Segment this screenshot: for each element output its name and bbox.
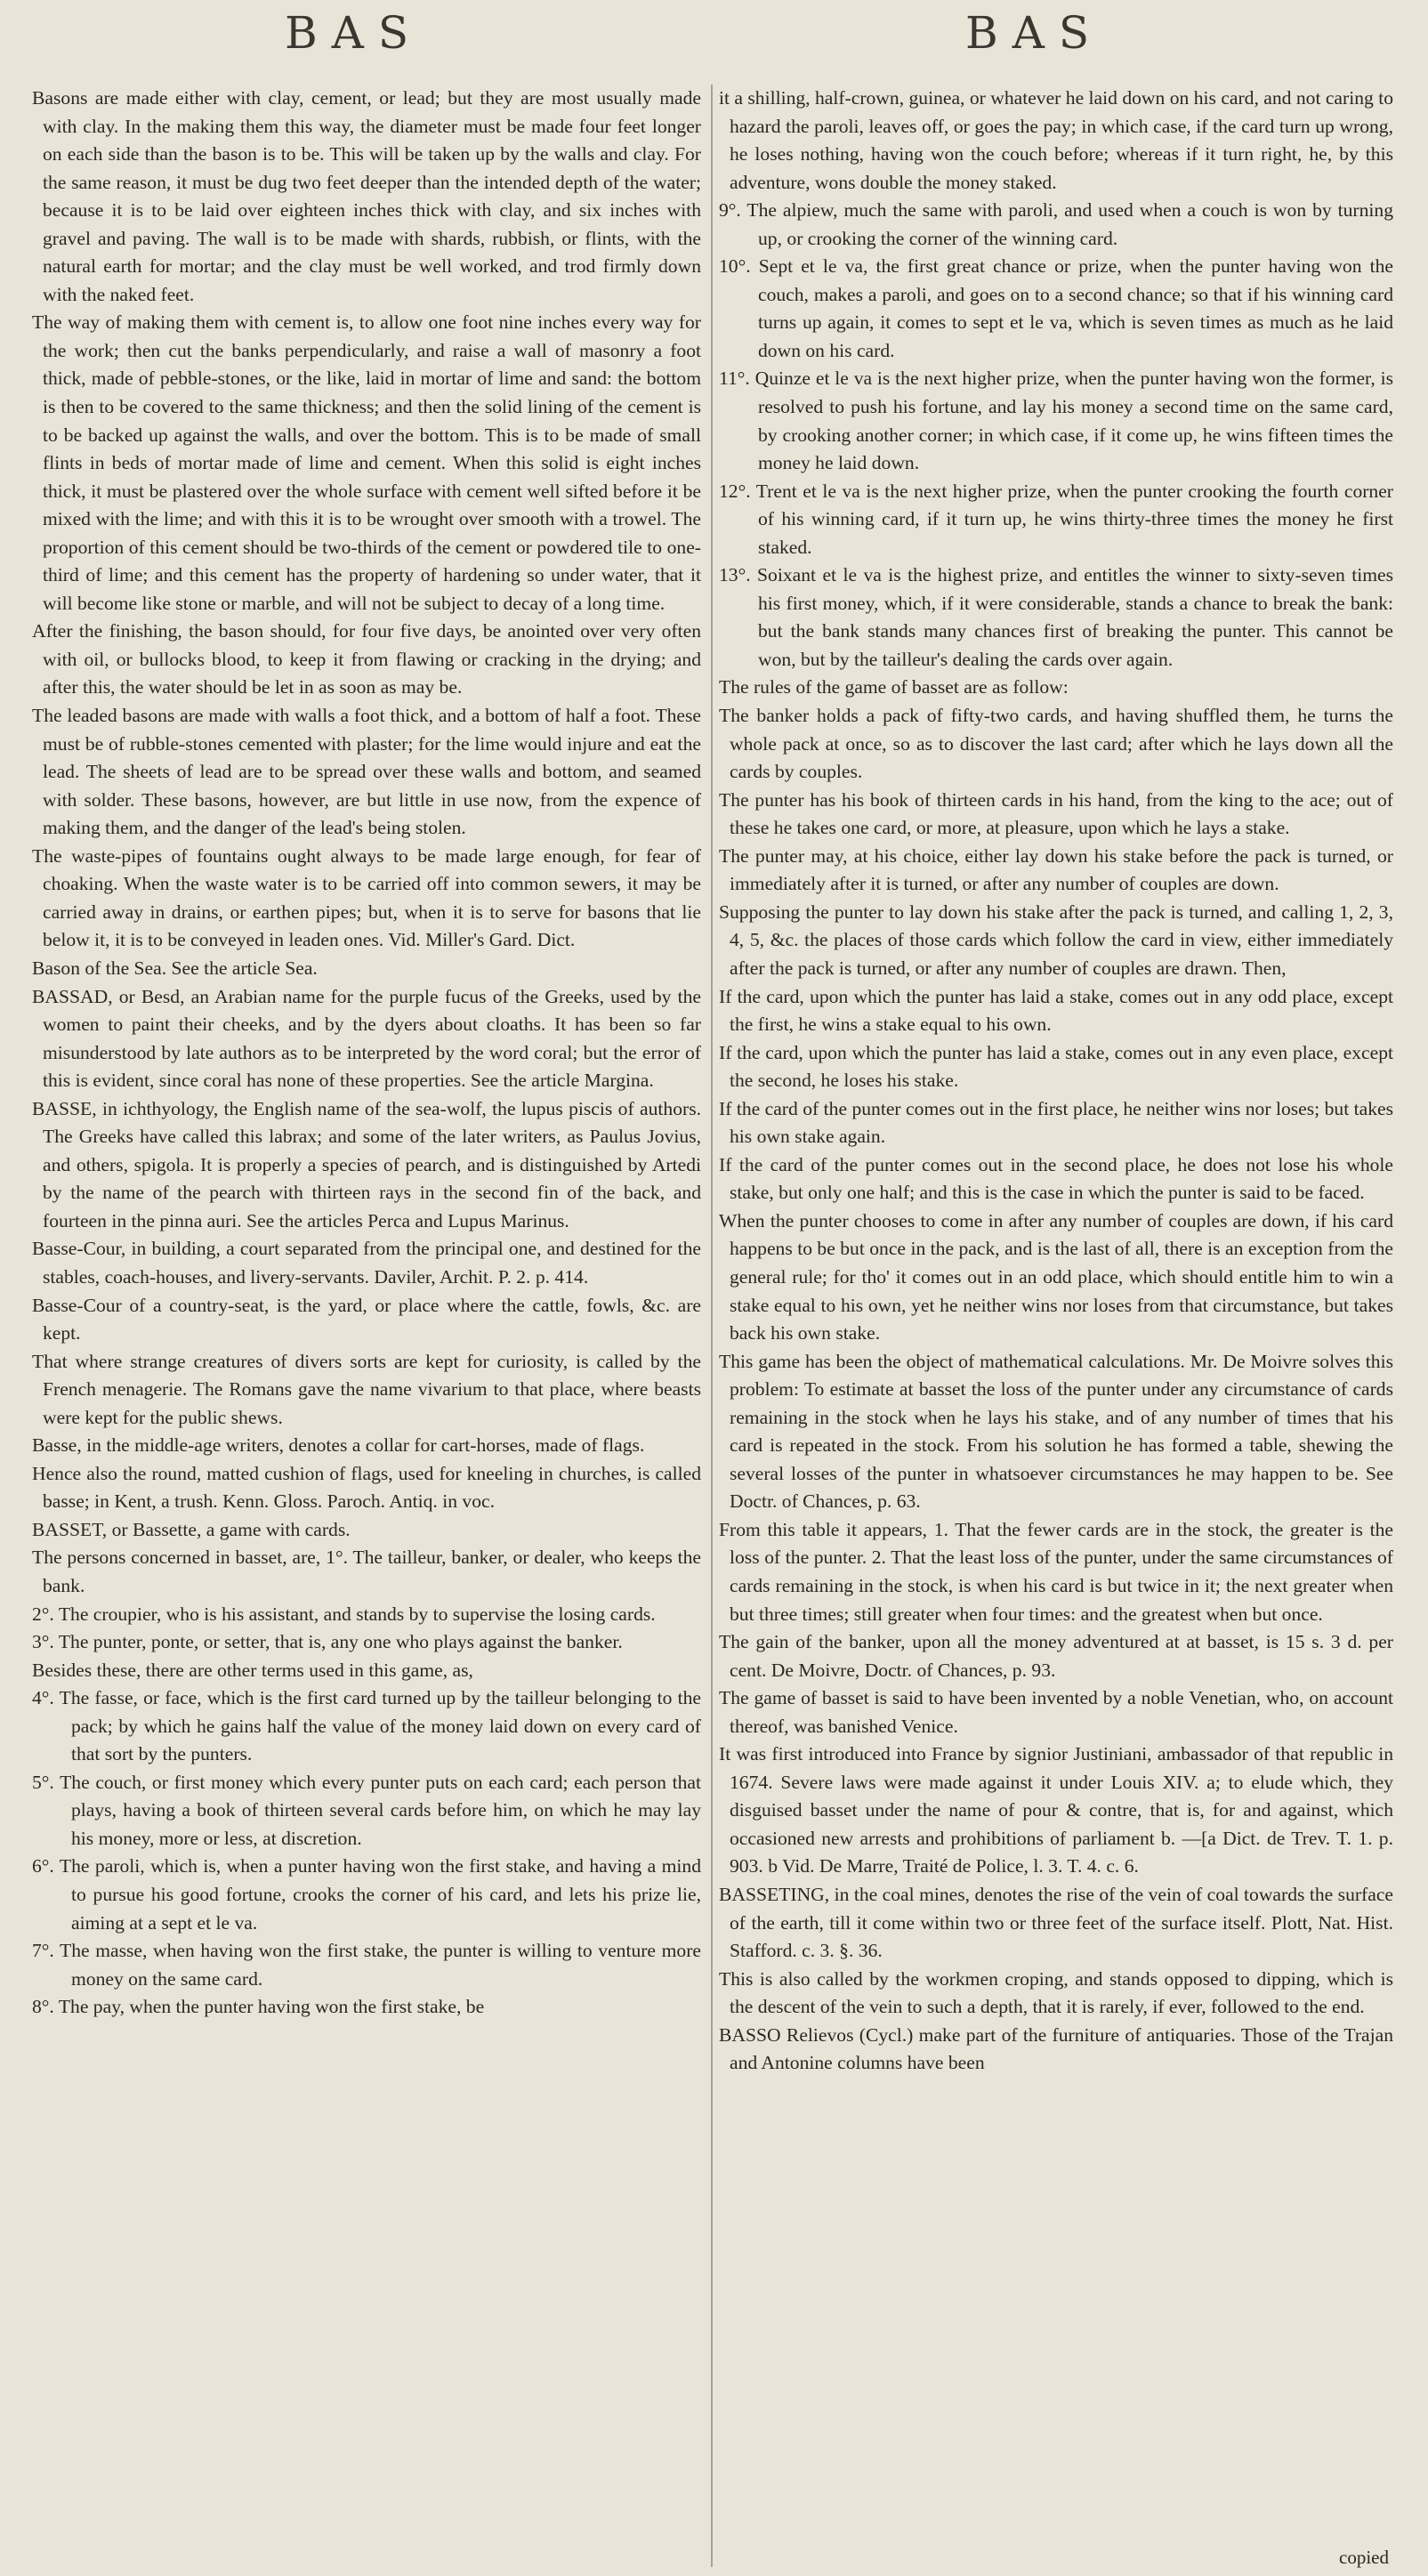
running-head-left: BAS	[285, 7, 424, 59]
paragraph: When the punter chooses to come in after any number of couples are down, if his card happens to be but once in the pack, and is the last of all, there is an exception from the general rule; for tho' it comes out in an odd place, which should entitle him to win a stake equal to his own, yet he neither wins nor loses from that circumstance, but takes back his own stake.	[719, 1209, 1393, 1345]
paragraph: 12°. Trent et le va is the next higher prize, when the punter crooking the fourth corner of his winning card, if it turn up, he wins thirty-three times the money he first staked.	[719, 480, 1393, 558]
paragraph: 5°. The couch, or first money which every punter puts on each card; each person that plays, having a book of thirteen several cards before him, on which he may lay his money, more or less, at discretion.	[32, 1771, 701, 1849]
paragraph: Bason of the Sea. See the article Sea.	[32, 957, 318, 979]
paragraph: Basse-Cour of a country-seat, is the yard, or place where the cattle, fowls, &c. are kept.	[32, 1294, 701, 1345]
paragraph: Supposing the punter to lay down his stake after the pack is turned, and calling 1, 2, 3, 4, 5, &c. the places of those cards which follow the card in view, either immediately after the pack is turned, or after any number of couples are drawn. Then,	[719, 900, 1393, 979]
paragraph: 11°. Quinze et le va is the next higher prize, when the punter having won the former, is resolved to push his fortune, and lay his money a second time on the same card, by crooking another corner; in which case, if it come up, he wins fifteen times the money he laid down.	[719, 367, 1393, 474]
paragraph: If the card of the punter comes out in the first place, he neither wins nor loses; but takes his own stake again.	[719, 1097, 1393, 1148]
paragraph: The gain of the banker, upon all the money adventured at at basset, is 15 s. 3 d. per cent. De Moivre, Doctr. of Chances, p. 93.	[719, 1631, 1393, 1681]
paragraph: The punter has his book of thirteen cards in his hand, from the king to the ace; out of these he takes one card, or more, at pleasure, upon which he lays a stake.	[719, 788, 1393, 839]
paragraph: 4°. The fasse, or face, which is the first card turned up by the tailleur belonging to the pack; by which he gains half the value of the money laid down on every card of that sort by the punters.	[32, 1687, 701, 1765]
left-column	[32, 85, 701, 2569]
paragraph: 2°. The croupier, who is his assistant, and stands by to supervise the losing cards.	[32, 1603, 656, 1625]
paragraph: 7°. The masse, when having won the first stake, the punter is willing to venture more money on the same card.	[32, 1940, 701, 1990]
paragraph: The waste-pipes of fountains ought always to be made large enough, for fear of choaking. When the waste water is to be carried off into common sewers, it may be carried away in drains, or earthen pipes; but, when it is to serve for basons that lie below it, it is to be conveyed in leaden ones. Vid. Miller's Gard. Dict.	[32, 844, 701, 951]
paragraph: That where strange creatures of divers sorts are kept for curiosity, is called by the French menagerie. The Romans gave the name vivarium to that place, where beasts were kept for the public shews.	[32, 1350, 701, 1428]
paragraph: Besides these, there are other terms used in this game, as,	[32, 1659, 473, 1681]
paragraph: The punter may, at his choice, either lay down his stake before the pack is turned, or immediately after it is turned, or after any number of couples are down.	[719, 844, 1393, 895]
paragraph: The banker holds a pack of fifty-two cards, and having shuffled them, he turns the whole pack at once, so as to discover the last card; after which he lays down all the cards by couples.	[719, 705, 1393, 783]
paragraph: BASSETING, in the coal mines, denotes the rise of the vein of coal towards the surface of the earth, till it come within two or three feet of the surface itself. Plott, Nat. Hist. Stafford. c. 3. §. 36.	[719, 1884, 1393, 1962]
paragraph: It was first introduced into France by signior Justiniani, ambassador of that republic in 1674. Severe laws were made against it under Louis XIV. a; to elude which, they disguised basset under the name of pour & contre, that is, for and against, which occasioned new arrests and prohibitions of parliament b. —[a Dict. de Trev. T. 1. p. 903. b Vid. De Marre, Traité de Police, l. 3. T. 4. c. 6.	[719, 1743, 1393, 1877]
paragraph: The persons concerned in basset, are, 1°. The tailleur, banker, or dealer, who keeps the bank.	[32, 1546, 701, 1596]
catchword: copied	[1339, 2547, 1389, 2568]
paragraph: BASSAD, or Besd, an Arabian name for the purple fucus of the Greeks, used by the women to paint their cheeks, and by the dyers about cloaths. It has been so far misunderstood by late authors as to be interpreted by the word coral; but the error of this is evident, since coral has none of these properties. See the article Margina.	[32, 985, 701, 1092]
paragraph: it a shilling, half-crown, guinea, or whatever he laid down on his card, and not caring to hazard the paroli, leaves off, or goes the pay; in which case, if the card turn up wrong, he loses nothing, having won the couch before; whereas if it turn right, he, by this adventure, wons double the money staked.	[719, 87, 1393, 193]
paragraph: From this table it appears, 1. That the fewer cards are in the stock, the greater is the loss of the punter. 2. That the least loss of the punter, under the same circumstances of cards remaining in the stock, is when his card is but twice in it; the next greater when but three times; still greater when four times: and the greatest when but once.	[719, 1518, 1393, 1625]
paragraph: BASSE, in ichthyology, the English name of the sea-wolf, the lupus piscis of authors. The Greeks have called this labrax; and some of the later writers, as Paulus Jovius, and others, spigola. It is properly a species of pearch, and is distinguished by Artedi by the name of the pearch with thirteen rays in the second fin of the back, and fourteen in the pinna auri. See the articles Perca and Lupus Marinus.	[32, 1097, 701, 1231]
paragraph: If the card, upon which the punter has laid a stake, comes out in any even place, except the second, he loses his stake.	[719, 1041, 1393, 1092]
paragraph: Basse-Cour, in building, a court separated from the principal one, and destined for the stables, coach-houses, and livery-servants. Daviler, Archit. P. 2. p. 414.	[32, 1238, 701, 1288]
paragraph: 10°. Sept et le va, the first great chance or prize, when the punter having won the couch, makes a paroli, and goes on to a second chance; so that if his winning card turns up again, it comes to sept et le va, which is seven times as much as he laid down on his card.	[719, 255, 1393, 361]
paragraph: This is also called by the workmen croping, and stands opposed to dipping, which is the descent of the vein to such a depth, that it is rarely, if ever, followed to the end.	[719, 1967, 1393, 2018]
running-head-right: BAS	[965, 7, 1104, 59]
column-divider	[711, 85, 713, 2567]
paragraph: 9°. The alpiew, much the same with paroli, and used when a couch is won by turning up, or crooking the corner of the winning card.	[719, 199, 1393, 249]
paragraph: Basse, in the middle-age writers, denotes a collar for cart-horses, made of flags.	[32, 1434, 645, 1457]
paragraph: 6°. The paroli, which is, when a punter having won the first stake, and having a mind to pursue his good fortune, crooks the corner of his card, and lets his prize lie, aiming at a sept et le va.	[32, 1855, 701, 1934]
paragraph: Basons are made either with clay, cement, or lead; but they are most usually made with clay. In the making them this way, the diameter must be made four feet longer on each side than the bason is to be. This will be taken up by the walls and clay. For the same reason, it must be dug two feet deeper than the intended depth of the water; because it is to be laid over eighteen inches thick with clay, and six inches with gravel and paving. The wall is to be made with shards, rubbish, or flints, with the natural earth for mortar; and the clay must be well worked, and trod firmly down with the naked feet.	[32, 87, 701, 305]
paragraph: This game has been the object of mathematical calculations. Mr. De Moivre solves this problem: To estimate at basset the loss of the punter under any circumstance of cards remaining in the stock when he lays his stake, and of any number of times that his card is repeated in the stock. From his solution he has formed a table, shewing the several losses of the punter in whatsoever circumstances he may happen to be. See Doctr. of Chances, p. 63.	[719, 1350, 1393, 1513]
paragraph: If the card of the punter comes out in the second place, he does not lose his whole stake, but only one half; and this is the case in which the punter is said to be faced.	[719, 1153, 1393, 1204]
paragraph: If the card, upon which the punter has laid a stake, comes out in any odd place, except the first, he wins a stake equal to his own.	[719, 985, 1393, 1036]
paragraph: BASSET, or Bassette, a game with cards.	[32, 1518, 351, 1540]
right-column	[719, 85, 1393, 2569]
paragraph: 8°. The pay, when the punter having won the first stake, be	[32, 1996, 485, 2018]
paragraph: The leaded basons are made with walls a foot thick, and a bottom of half a foot. These must be of rubble-stones cemented with plaster; for the lime would injure and eat the lead. The sheets of lead are to be spread over these walls and bottom, and seamed with solder. These basons, however, are but little in use now, from the expence of making them, and the danger of the lead's being stolen.	[32, 705, 701, 839]
paragraph: BASSO Relievos (Cycl.) make part of the furniture of antiquaries. Those of the Trajan and Antonine columns have been	[719, 2023, 1393, 2074]
paragraph: The game of basset is said to have been invented by a noble Venetian, who, on account thereof, was banished Venice.	[719, 1687, 1393, 1737]
paragraph: Hence also the round, matted cushion of flags, used for kneeling in churches, is called basse; in Kent, a trush. Kenn. Gloss. Paroch. Antiq. in voc.	[32, 1462, 701, 1513]
paragraph: The rules of the game of basset are as follow:	[719, 676, 1069, 699]
paragraph: The way of making them with cement is, to allow one foot nine inches every way for the work; then cut the banks perpendicularly, and raise a wall of masonry a foot thick, made of pebble-stones, or the like, laid in mortar of lime and sand: the bottom is then to be covered to the same thickness; and then the solid lining of the cement is to be backed up against the walls, and over the bottom. This is to be made of small flints in beds of mortar made of lime and cement. When this solid is eight inches thick, it must be plastered over the whole surface with cement well sifted before it be mixed with the lime; and with this it is to be wrought over smooth with a trowel. The proportion of this cement should be two-thirds of the cement or powdered tile to one-third of lime; and this cement has the property of hardening so under water, that it will become like stone or marble, and will not be subject to decay of a long time.	[32, 311, 701, 614]
paragraph: 13°. Soixant et le va is the highest prize, and entitles the winner to sixty-seven times his first money, which, if it were considerable, stands a chance to break the bank: but the bank stands many chances first of breaking the punter. This cannot be won, but by the tailleur's dealing the cards over again.	[719, 564, 1393, 670]
paragraph: After the finishing, the bason should, for four five days, be anointed over very often with oil, or bullocks blood, to keep it from flawing or cracking in the drying; and after this, the water should be let in as soon as may be.	[32, 620, 701, 699]
paragraph: 3°. The punter, ponte, or setter, that is, any one who plays against the banker.	[32, 1631, 623, 1653]
